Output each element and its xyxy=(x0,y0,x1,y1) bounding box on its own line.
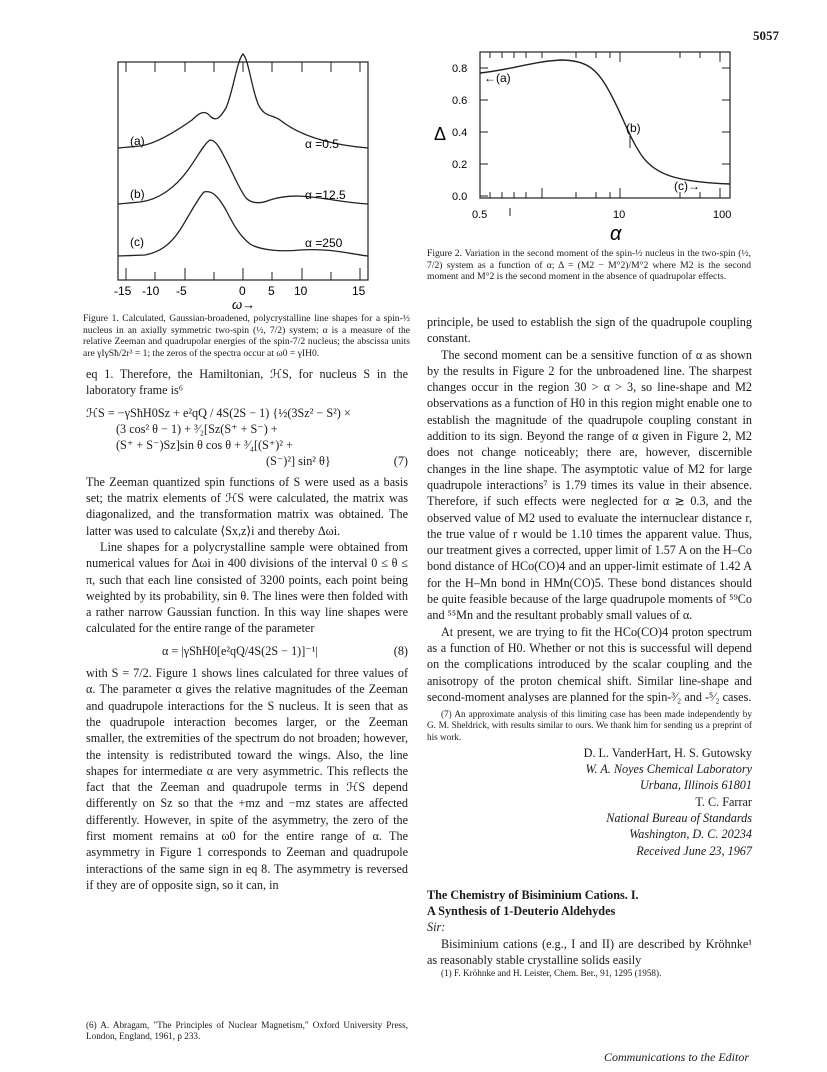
curve-label-b: (b) xyxy=(130,187,145,201)
eq8-number: (8) xyxy=(393,643,408,658)
eq7-line4: (S⁻)²] sin² θ} xyxy=(266,454,331,469)
y-tick: 0.4 xyxy=(452,127,468,139)
y-axis-label: Δ xyxy=(434,124,447,144)
eq7-line1: ℋS = −γSħH0Sz + e²qQ / 4S(2S − 1) {½(3Sz² − S²) × xyxy=(86,405,351,420)
figure-1 xyxy=(100,40,400,310)
footnote-7: (7) An approximate analysis of this limiting case has been made independently by G. M. Sheldrick, with results similar to ours. We thank him for sending us a preprint of his work. xyxy=(427,709,752,742)
annotation-c: (c)→ xyxy=(674,179,700,193)
paragraph: with S = 7/2. Figure 1 shows lines calculated for three values of α. The parameter α gives the relative magnitudes of the Zeeman and quadrupole interactions for the S nucleus. It is seen that as the quadrupole interaction becomes larger, or the Zeeman smaller, the extremities of the spectrum do not broaden; however, the intensity is redistributed toward the wings. Also, the line shapes for intermediate α are very asymmetric. This reflects the fact that the Zeeman and quadrupole terms in ℋS depend differently on Sz so that the +mz and −mz states are affected differently. However, in spite of the asymmetry, the zero of the first moment remains at ω0 for the entire range of α. The asymmetry in Figure 1 corresponds to Zeeman and quadrupole interactions of the same sign in eq 8. The asymmetry is reversed if they are of opposite sign, so it can, in xyxy=(86,666,408,892)
footnote-6: (6) A. Abragam, "The Principles of Nuclear Magnetism," Oxford University Press, London, England, 1961, p 233. xyxy=(86,1020,408,1042)
salutation: Sir: xyxy=(427,920,446,935)
eq7-number: (7) xyxy=(393,454,408,469)
affiliation-1b: Urbana, Illinois 61801 xyxy=(639,778,752,793)
affiliation-2a: National Bureau of Standards xyxy=(606,810,752,825)
second-moment-curve xyxy=(480,60,730,184)
x-tick: 5 xyxy=(268,284,275,298)
figure-2 xyxy=(430,44,760,244)
alpha-label-b: α =12.5 xyxy=(305,188,346,202)
x-tick: 10 xyxy=(613,209,626,221)
authors-1: D. L. VanderHart, H. S. Gutowsky xyxy=(583,745,752,760)
x-tick: 0 xyxy=(239,284,246,298)
eq7-line3: (S⁺ + S⁻)Sz]sin θ cos θ + ³⁄₄[(S⁺)² + xyxy=(116,438,293,453)
curve-label-c: (c) xyxy=(130,235,144,249)
received-date: Received June 23, 1967 xyxy=(636,843,752,858)
x-tick: -5 xyxy=(176,284,187,298)
eq8-text: α = |γSħH0[e²qQ/4S(2S − 1)]⁻¹| xyxy=(161,643,318,658)
paragraph: Bisiminium cations (e.g., I and II) are described by Kröhnke¹ as reasonably stable crystalline solids easily xyxy=(427,936,752,967)
page-number: 5057 xyxy=(753,28,779,43)
annotation-a: ←(a) xyxy=(484,71,511,85)
intro-paragraph: eq 1. Therefore, the Hamiltonian, ℋS, for nucleus S in the laboratory frame is⁶ xyxy=(86,367,408,398)
y-tick: 0.0 xyxy=(452,191,468,203)
paragraph: Line shapes for a polycrystalline sample were obtained from numerical values for Δωi in 400 divisions of the interval 0 ≤ θ ≤ π, such that each line consisted of 3200 points, each point being weighted by its probability, sin θ. The lines were then folded with a rather narrow Gaussian function. In this way line shapes were calculated for the entire range of the parameter xyxy=(86,539,408,636)
eq7-line2: (3 cos² θ − 1) + ³⁄₂[Sz(S⁺ + S⁻) + xyxy=(116,421,278,436)
next-article-title: The Chemistry of Bisiminium Cations. I. A Synthesis of 1-Deuterio Aldehydes xyxy=(427,887,639,919)
figure-1-caption: Figure 1. Calculated, Gaussian-broadened, polycrystalline line shapes for a spin-½ nucleus in an axially symmetric two-spin (½, 7/2) system; α is a measure of the relative Zeeman and quadrupolar energies of the spin-7/2 nucleus; the abscissa units are γIγSħ/2r³ = 1; the zeros of the spectra occur at ω0 = γIH0. xyxy=(83,313,410,359)
annotation-b: (b) xyxy=(626,121,641,135)
x-tick: 15 xyxy=(352,284,366,298)
x-tick: 0.5 xyxy=(472,209,488,221)
curve-label-a: (a) xyxy=(130,134,145,148)
x-axis-label: ω→ xyxy=(232,297,256,310)
x-axis-label: α xyxy=(610,223,622,244)
paragraph: At present, we are trying to fit the HCo(CO)4 proton spectrum as a function of H0. Whether or not this is successful will depend on the complications introduced by the scalar coupling and the anisotropy of the proton chemical shift. Similar line-shape and second-moment analyses are planned for the spin-³⁄₂ and -⁵⁄₂ cases. xyxy=(427,624,752,704)
paragraph: principle, be used to establish the sign of the quadrupole coupling constant. xyxy=(427,315,752,346)
x-tick: -15 xyxy=(114,284,132,298)
y-tick: 0.8 xyxy=(452,63,468,75)
right-column xyxy=(427,314,752,980)
affiliation-2b: Washington, D. C. 20234 xyxy=(629,827,752,842)
equation-8 xyxy=(86,643,408,659)
alpha-label-a: α =0.5 xyxy=(305,137,339,151)
paragraph: The second moment can be a sensitive function of α as shown by the results in Figure 2 for the unbroadened line. The sharpest changes occur in the region 30 > α > 3, so line-shape and M2 observations as a function of H0 in this region might enable one to establish the magnitude of the quadrupole coupling constant in addition to its sign. Beyond the range of α given in Figure 2, M2 does not change noticeably; there are, however, discernible changes in the line shape. The asymptotic value of M2 for large quadrupole interactions⁷ is 1.79 times its value in their absence. Therefore, if such effects were neglected for α ≳ 0.3, and the observed value of M2 used to evaluate the internuclear distance r, the true value of r would be 1.10 times the apparent value. Thus, our treatment gives a corrected, upper limit of 1.57 A on the H–Co bond distance of HCo(CO)4 and an upper-limit estimate of 1.42 A for the H–Mn bond in HMn(CO)5. These bond distances should be quite feasible because of the large quadrupole moments of ⁵⁹Co and ⁵⁵Mn and the resultant probably small values of α. xyxy=(427,347,752,623)
figure-2-caption: Figure 2. Variation in the second moment of the spin-½ nucleus in the two-spin (½, 7/2) system as a function of α; Δ = (M2 − M°2)/M°2 where M2 is the second moment and M°2 is the second moment in the absence of quadrupolar effects. xyxy=(427,248,751,283)
authors-2: T. C. Farrar xyxy=(695,794,752,809)
x-tick: 100 xyxy=(713,209,732,221)
equation-7 xyxy=(86,405,408,470)
journal-footer: Communications to the Editor xyxy=(604,1050,749,1064)
paragraph: The Zeeman quantized spin functions of S were used as a basis set; the matrix elements of ℋS were calculated, the matrix was diagonalized, and the transformation matrix was obtained. The latter was used to calculate ⟨Sx,z⟩i and thereby Δωi. xyxy=(86,474,408,538)
x-tick: 10 xyxy=(294,284,308,298)
y-tick: 0.2 xyxy=(452,159,468,171)
footnote-1: (1) F. Kröhnke and H. Leister, Chem. Ber., 91, 1295 (1958). xyxy=(441,968,662,979)
y-tick: 0.6 xyxy=(452,95,468,107)
affiliation-1a: W. A. Noyes Chemical Laboratory xyxy=(585,762,752,777)
alpha-label-c: α =250 xyxy=(305,236,343,250)
x-tick: -10 xyxy=(142,284,160,298)
left-column xyxy=(86,366,408,893)
